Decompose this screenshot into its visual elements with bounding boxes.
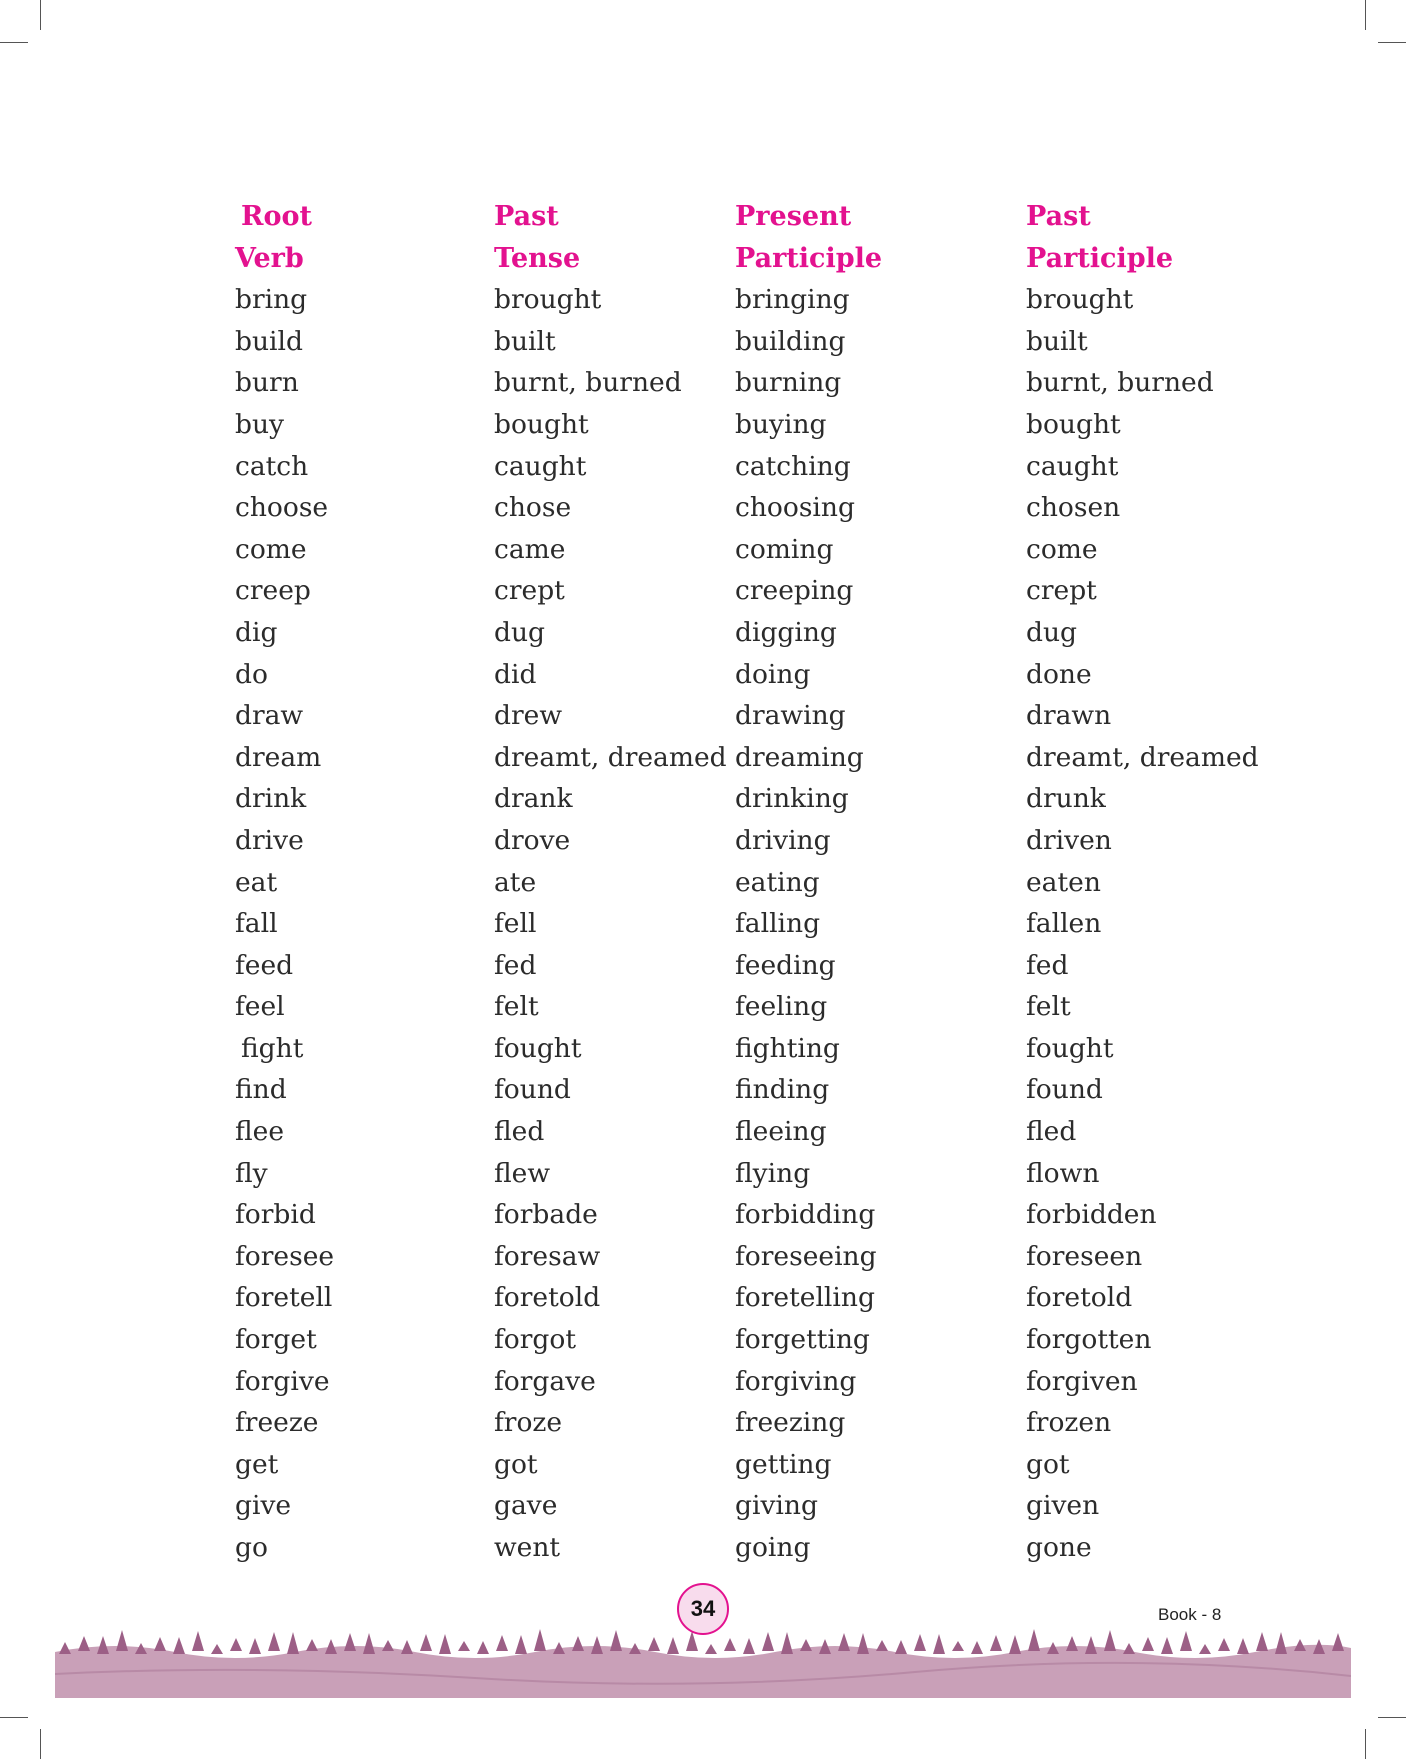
- past-tense: froze: [494, 1407, 563, 1439]
- root-verb: build: [235, 325, 303, 357]
- page-number-badge: [677, 1583, 729, 1635]
- past-tense: fled: [494, 1116, 545, 1148]
- table-row: [0, 404, 1406, 446]
- tree-icon: [515, 1635, 527, 1654]
- past-participle: given: [1026, 1490, 1100, 1522]
- root-verb: give: [235, 1490, 292, 1522]
- table-row: [0, 1361, 1406, 1403]
- tree-icon: [1009, 1635, 1021, 1654]
- present-participle: foreseeing: [735, 1240, 877, 1272]
- tree-icon: [762, 1632, 774, 1651]
- present-participle: burning: [735, 367, 842, 399]
- tree-icon: [781, 1632, 793, 1654]
- table-row: [0, 1153, 1406, 1195]
- root-verb: dream: [235, 741, 322, 773]
- past-participle: fallen: [1026, 908, 1102, 940]
- tree-icon: [914, 1634, 926, 1651]
- crop-mark: [40, 1729, 41, 1759]
- root-verb: eat: [235, 866, 278, 898]
- table-row: [0, 654, 1406, 696]
- root-verb: creep: [235, 575, 311, 607]
- root-verb: foresee: [235, 1240, 335, 1272]
- past-tense: brought: [494, 284, 602, 316]
- past-tense: fell: [494, 908, 537, 940]
- past-participle: forgiven: [1026, 1365, 1138, 1397]
- root-verb: burn: [235, 367, 299, 399]
- present-participle: giving: [735, 1490, 818, 1522]
- table-row: [0, 1485, 1406, 1527]
- crop-mark: [0, 1717, 28, 1718]
- past-tense: drew: [494, 700, 562, 732]
- root-verb: catch: [235, 450, 309, 482]
- tree-icon: [325, 1639, 337, 1654]
- tree-icon: [420, 1634, 432, 1651]
- root-verb: draw: [235, 700, 304, 732]
- tree-icon: [97, 1636, 109, 1654]
- tree-icon: [211, 1644, 223, 1654]
- table-row: [0, 362, 1406, 404]
- tree-icon: [610, 1630, 622, 1651]
- past-tense: drank: [494, 783, 573, 815]
- table-row: [0, 1069, 1406, 1111]
- root-verb: find: [235, 1074, 287, 1106]
- crop-mark: [1365, 0, 1366, 30]
- present-participle: buying: [735, 408, 827, 440]
- present-participle: getting: [735, 1448, 832, 1480]
- crop-mark: [1378, 42, 1406, 43]
- present-participle: driving: [735, 824, 831, 856]
- past-tense: got: [494, 1448, 538, 1480]
- root-verb: fight: [241, 1032, 304, 1064]
- table-row: [0, 778, 1406, 820]
- tree-icon: [1294, 1639, 1306, 1651]
- past-tense: forbade: [494, 1199, 598, 1231]
- past-tense: fought: [494, 1032, 582, 1064]
- table-row: [0, 903, 1406, 945]
- tree-icon: [876, 1640, 888, 1651]
- present-participle: fighting: [735, 1032, 840, 1064]
- tree-icon: [971, 1641, 983, 1654]
- verb-forms-table: [0, 196, 1406, 1569]
- tree-icon: [838, 1633, 850, 1651]
- past-tense: flew: [494, 1157, 551, 1189]
- past-tense: foresaw: [494, 1240, 601, 1272]
- past-participle: eaten: [1026, 866, 1101, 898]
- tree-icon: [933, 1634, 945, 1654]
- past-participle: felt: [1026, 991, 1071, 1023]
- tree-icon: [1142, 1637, 1154, 1651]
- tree-icon: [1180, 1631, 1192, 1651]
- root-verb: come: [235, 533, 307, 565]
- past-tense: dug: [494, 616, 545, 648]
- tree-icon: [1218, 1638, 1230, 1651]
- tree-icon: [724, 1638, 736, 1651]
- tree-icon: [496, 1635, 508, 1651]
- tree-icon: [401, 1640, 413, 1654]
- past-tense: did: [494, 658, 537, 690]
- tree-icon: [439, 1634, 451, 1654]
- present-participle: doing: [735, 658, 811, 690]
- root-verb: bring: [235, 284, 308, 316]
- present-participle: drinking: [735, 783, 849, 815]
- present-participle: bringing: [735, 284, 850, 316]
- present-participle: eating: [735, 866, 820, 898]
- table-row: [0, 1277, 1406, 1319]
- tree-icon: [1066, 1636, 1078, 1651]
- past-tense: foretold: [494, 1282, 601, 1314]
- table-body: [0, 279, 1406, 1568]
- present-participle: flying: [735, 1157, 811, 1189]
- table-row: [0, 321, 1406, 363]
- crop-mark: [0, 42, 28, 43]
- past-participle: built: [1026, 325, 1088, 357]
- table-row: [0, 862, 1406, 904]
- tree-icon: [458, 1641, 470, 1651]
- header-past-participle: Past: [1026, 201, 1091, 232]
- present-participle: falling: [735, 908, 821, 940]
- table-row: [0, 695, 1406, 737]
- table-row: [0, 529, 1406, 571]
- past-participle: foreseen: [1026, 1240, 1143, 1272]
- tree-icon: [1275, 1632, 1287, 1654]
- tree-icon: [268, 1632, 280, 1651]
- root-verb: buy: [235, 408, 285, 440]
- past-tense: drove: [494, 824, 571, 856]
- present-participle: dreaming: [735, 741, 864, 773]
- tree-icon: [344, 1633, 356, 1651]
- present-participle: coming: [735, 533, 834, 565]
- table-row: [0, 986, 1406, 1028]
- past-participle: fed: [1026, 949, 1069, 981]
- present-participle: finding: [735, 1074, 830, 1106]
- tree-icon: [895, 1640, 907, 1654]
- present-participle: feeling: [735, 991, 828, 1023]
- present-participle: going: [735, 1532, 811, 1563]
- header-row-2: [0, 238, 1406, 280]
- root-verb: fall: [235, 908, 278, 940]
- hills: [55, 1645, 1351, 1698]
- tree-icon: [1256, 1632, 1268, 1651]
- tree-icon: [667, 1637, 679, 1654]
- crop-mark: [40, 0, 41, 30]
- tree-icon: [249, 1638, 261, 1654]
- header-row-1: [0, 196, 1406, 238]
- past-participle: fought: [1026, 1032, 1114, 1064]
- present-participle: creeping: [735, 575, 854, 607]
- root-verb: flee: [235, 1116, 285, 1148]
- past-tense: forgot: [494, 1324, 576, 1356]
- present-participle: feeding: [735, 949, 836, 981]
- table-row: [0, 446, 1406, 488]
- root-verb: go: [235, 1532, 268, 1563]
- past-tense: crept: [494, 575, 565, 607]
- tree-icon: [230, 1638, 242, 1651]
- present-participle: drawing: [735, 700, 846, 732]
- present-participle: catching: [735, 450, 851, 482]
- past-participle: driven: [1026, 824, 1112, 856]
- tree-icon: [1028, 1629, 1040, 1651]
- table-row: [0, 570, 1406, 612]
- header-present: Present: [735, 201, 852, 232]
- header-verb: Verb: [235, 242, 304, 274]
- table-row: [0, 1236, 1406, 1278]
- tree-icon: [363, 1633, 375, 1654]
- tree-icon: [1085, 1636, 1097, 1654]
- table-row: [0, 279, 1406, 321]
- past-participle: drawn: [1026, 700, 1112, 732]
- past-participle: flown: [1026, 1157, 1100, 1189]
- past-tense: went: [494, 1532, 561, 1563]
- tree-icon: [743, 1638, 755, 1654]
- table-row: [0, 945, 1406, 987]
- root-verb: get: [235, 1448, 279, 1480]
- past-tense: came: [494, 533, 566, 565]
- tree-icon: [648, 1637, 660, 1651]
- present-participle: building: [735, 325, 846, 357]
- table-row: [0, 1402, 1406, 1444]
- past-participle: drunk: [1026, 783, 1106, 815]
- past-participle: bought: [1026, 408, 1121, 440]
- table-row: [0, 612, 1406, 654]
- past-participle: forgotten: [1026, 1324, 1152, 1356]
- root-verb: choose: [235, 492, 329, 524]
- crop-mark: [1378, 1717, 1406, 1718]
- root-verb: forbid: [235, 1199, 316, 1231]
- table-row: [0, 1527, 1406, 1569]
- header-participle: Participle: [1026, 242, 1174, 274]
- tree-icon: [477, 1641, 489, 1654]
- tree-icon: [800, 1639, 812, 1651]
- root-verb: feed: [235, 949, 294, 981]
- root-verb: freeze: [235, 1407, 319, 1439]
- table-row: [0, 820, 1406, 862]
- present-participle: fleeing: [735, 1116, 827, 1148]
- table-row: [0, 1444, 1406, 1486]
- present-participle: forgetting: [735, 1324, 870, 1356]
- past-tense: bought: [494, 408, 589, 440]
- tree-icon: [116, 1630, 128, 1651]
- past-participle: dreamt, dreamed: [1026, 741, 1259, 773]
- tree-icon: [306, 1639, 318, 1651]
- past-participle: caught: [1026, 450, 1119, 482]
- past-participle: found: [1026, 1074, 1103, 1106]
- tree-icon: [572, 1636, 584, 1651]
- past-tense: caught: [494, 450, 587, 482]
- past-tense: dreamt, dreamed: [494, 741, 727, 773]
- tree-icon: [1104, 1630, 1116, 1651]
- tree-icon: [1161, 1637, 1173, 1654]
- root-verb: drive: [235, 824, 304, 856]
- root-verb: forget: [235, 1324, 317, 1356]
- crop-mark: [1365, 1729, 1366, 1759]
- present-participle: choosing: [735, 492, 855, 524]
- root-verb: drink: [235, 783, 307, 815]
- table-row: [0, 1319, 1406, 1361]
- tree-icon: [705, 1644, 717, 1654]
- root-verb: foretell: [235, 1282, 333, 1314]
- root-verb: feel: [235, 991, 285, 1023]
- past-participle: come: [1026, 533, 1098, 565]
- table-row: [0, 487, 1406, 529]
- past-tense: burnt, burned: [494, 367, 682, 399]
- past-tense: found: [494, 1074, 571, 1106]
- past-participle: got: [1026, 1448, 1070, 1480]
- root-verb: do: [235, 658, 268, 690]
- past-tense: ate: [494, 866, 537, 898]
- tree-icon: [1123, 1643, 1135, 1654]
- past-tense: felt: [494, 991, 539, 1023]
- tree-icon: [1199, 1644, 1211, 1654]
- present-participle: foretelling: [735, 1282, 875, 1314]
- table-row: [0, 1028, 1406, 1070]
- past-participle: frozen: [1026, 1407, 1112, 1439]
- header-past: Past: [494, 201, 559, 232]
- tree-icon: [382, 1640, 394, 1651]
- present-participle: forgiving: [735, 1365, 857, 1397]
- past-tense: gave: [494, 1490, 558, 1522]
- table-row: [0, 1194, 1406, 1236]
- past-participle: burnt, burned: [1026, 367, 1214, 399]
- present-participle: forbidding: [735, 1199, 876, 1231]
- tree-icon: [990, 1635, 1002, 1651]
- present-participle: digging: [735, 616, 837, 648]
- tree-icon: [59, 1642, 71, 1654]
- table-row: [0, 1111, 1406, 1153]
- past-participle: dug: [1026, 616, 1077, 648]
- tree-icon: [534, 1629, 546, 1651]
- past-tense: chose: [494, 492, 572, 524]
- past-participle: foretold: [1026, 1282, 1133, 1314]
- table-row: [0, 737, 1406, 779]
- tree-icon: [1332, 1633, 1344, 1651]
- tree-icon: [857, 1633, 869, 1654]
- root-verb: fly: [235, 1157, 268, 1189]
- root-verb: forgive: [235, 1365, 330, 1397]
- present-participle: freezing: [735, 1407, 846, 1439]
- root-verb: dig: [235, 616, 278, 648]
- header-participle: Participle: [735, 242, 883, 274]
- tree-icon: [591, 1636, 603, 1654]
- past-participle: gone: [1026, 1532, 1092, 1563]
- book-label: Book - 8: [1158, 1605, 1222, 1624]
- tree-icon: [78, 1636, 90, 1651]
- tree-icon: [287, 1632, 299, 1654]
- tree-icon: [1237, 1638, 1249, 1654]
- past-tense: forgave: [494, 1365, 596, 1397]
- tree-icon: [952, 1641, 964, 1651]
- past-participle: crept: [1026, 575, 1097, 607]
- past-participle: chosen: [1026, 492, 1121, 524]
- page-number: 34: [690, 1596, 716, 1621]
- header-tense: Tense: [494, 242, 581, 274]
- past-participle: fled: [1026, 1116, 1077, 1148]
- past-tense: fed: [494, 949, 537, 981]
- tree-icon: [192, 1631, 204, 1651]
- past-participle: done: [1026, 658, 1092, 690]
- past-tense: built: [494, 325, 556, 357]
- header-root: Root: [241, 201, 312, 232]
- past-participle: forbidden: [1026, 1199, 1157, 1231]
- tree-icon: [154, 1637, 166, 1651]
- tree-icon: [173, 1637, 185, 1654]
- past-participle: brought: [1026, 284, 1134, 316]
